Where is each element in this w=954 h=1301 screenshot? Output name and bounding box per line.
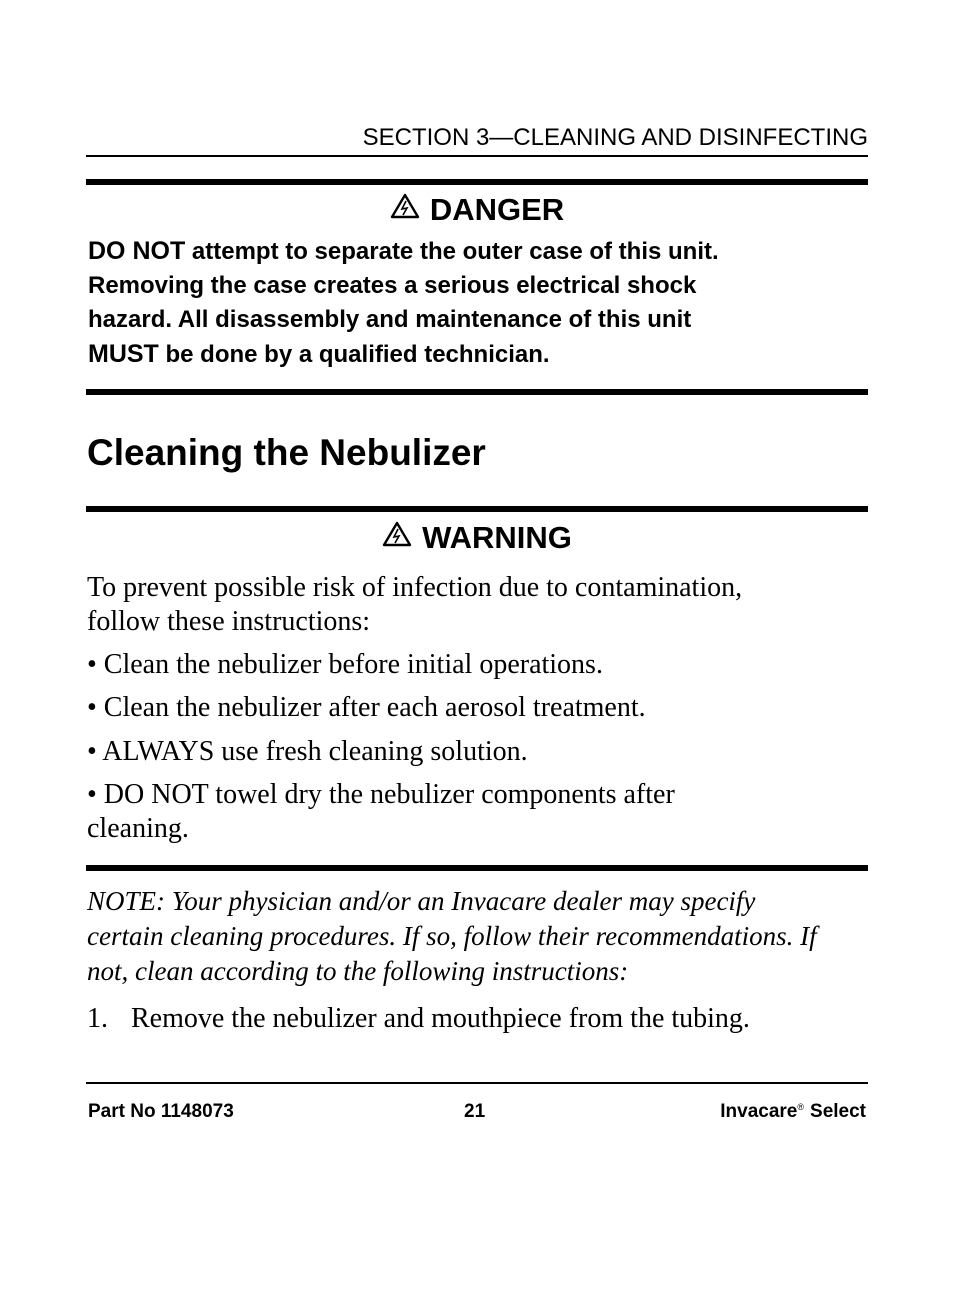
warning-bottom-rule bbox=[86, 865, 868, 871]
warning-intro bbox=[87, 571, 872, 639]
list-item: • ALWAYS use fresh cleaning solution. bbox=[87, 736, 528, 767]
note-line-2: certain cleaning procedures. If so, follow their recommendations. If bbox=[87, 921, 817, 951]
danger-top-rule bbox=[86, 179, 868, 185]
header-rule bbox=[86, 155, 868, 157]
step-item bbox=[87, 1003, 750, 1035]
note-line-1: NOTE: Your physician and/or an Invacare dealer may specify bbox=[87, 886, 756, 916]
danger-line-1 bbox=[88, 234, 873, 269]
footer-rule bbox=[86, 1082, 868, 1084]
danger-line-4 bbox=[88, 337, 873, 372]
note bbox=[87, 884, 877, 989]
page-title: Cleaning the Nebulizer bbox=[87, 432, 486, 473]
part-number: Part No 1148073 bbox=[88, 1101, 234, 1122]
danger-line-3: hazard. All disassembly and maintenance of this unit bbox=[88, 306, 692, 333]
step-text: Remove the nebulizer and mouthpiece from the tubing. bbox=[131, 1003, 750, 1034]
registered-mark: ® bbox=[797, 1101, 805, 1112]
list-item bbox=[87, 778, 872, 846]
danger-do-not: DO NOT bbox=[88, 237, 186, 265]
brand-product bbox=[720, 1101, 866, 1123]
warning-intro-line-2: follow these instructions: bbox=[87, 606, 371, 637]
warning-top-rule bbox=[86, 506, 868, 512]
list-item-line-1: • DO NOT towel dry the nebulizer components after bbox=[87, 779, 675, 810]
danger-label: DANGER bbox=[429, 192, 565, 227]
warning-triangle-icon bbox=[390, 191, 420, 227]
warning-triangle-icon bbox=[382, 519, 412, 555]
list-item-line-2: cleaning. bbox=[87, 813, 189, 844]
danger-line-2: Removing the case creates a serious electrical shock bbox=[88, 272, 697, 299]
danger-line-4-rest: be done by a qualified technician. bbox=[158, 341, 550, 368]
page-number: 21 bbox=[464, 1101, 486, 1122]
step-number: 1. bbox=[87, 1003, 108, 1034]
brand-name: Invacare bbox=[720, 1101, 798, 1122]
list-item: • Clean the nebulizer after each aerosol treatment. bbox=[87, 692, 646, 723]
product-name: Select bbox=[810, 1101, 866, 1122]
warning-label: WARNING bbox=[422, 520, 572, 555]
section-header: SECTION 3—CLEANING AND DISINFECTING bbox=[362, 124, 868, 151]
danger-bottom-rule bbox=[86, 389, 868, 395]
list-item: • Clean the nebulizer before initial operations. bbox=[87, 649, 603, 680]
note-line-3: not, clean according to the following instructions: bbox=[87, 956, 629, 986]
danger-title bbox=[86, 192, 868, 230]
danger-message bbox=[88, 234, 873, 372]
warning-title bbox=[86, 520, 868, 558]
danger-line-1-rest: attempt to separate the outer case of this unit. bbox=[185, 238, 719, 265]
warning-intro-line-1: To prevent possible risk of infection due to contamination, bbox=[87, 572, 743, 603]
danger-must: MUST bbox=[88, 340, 159, 368]
